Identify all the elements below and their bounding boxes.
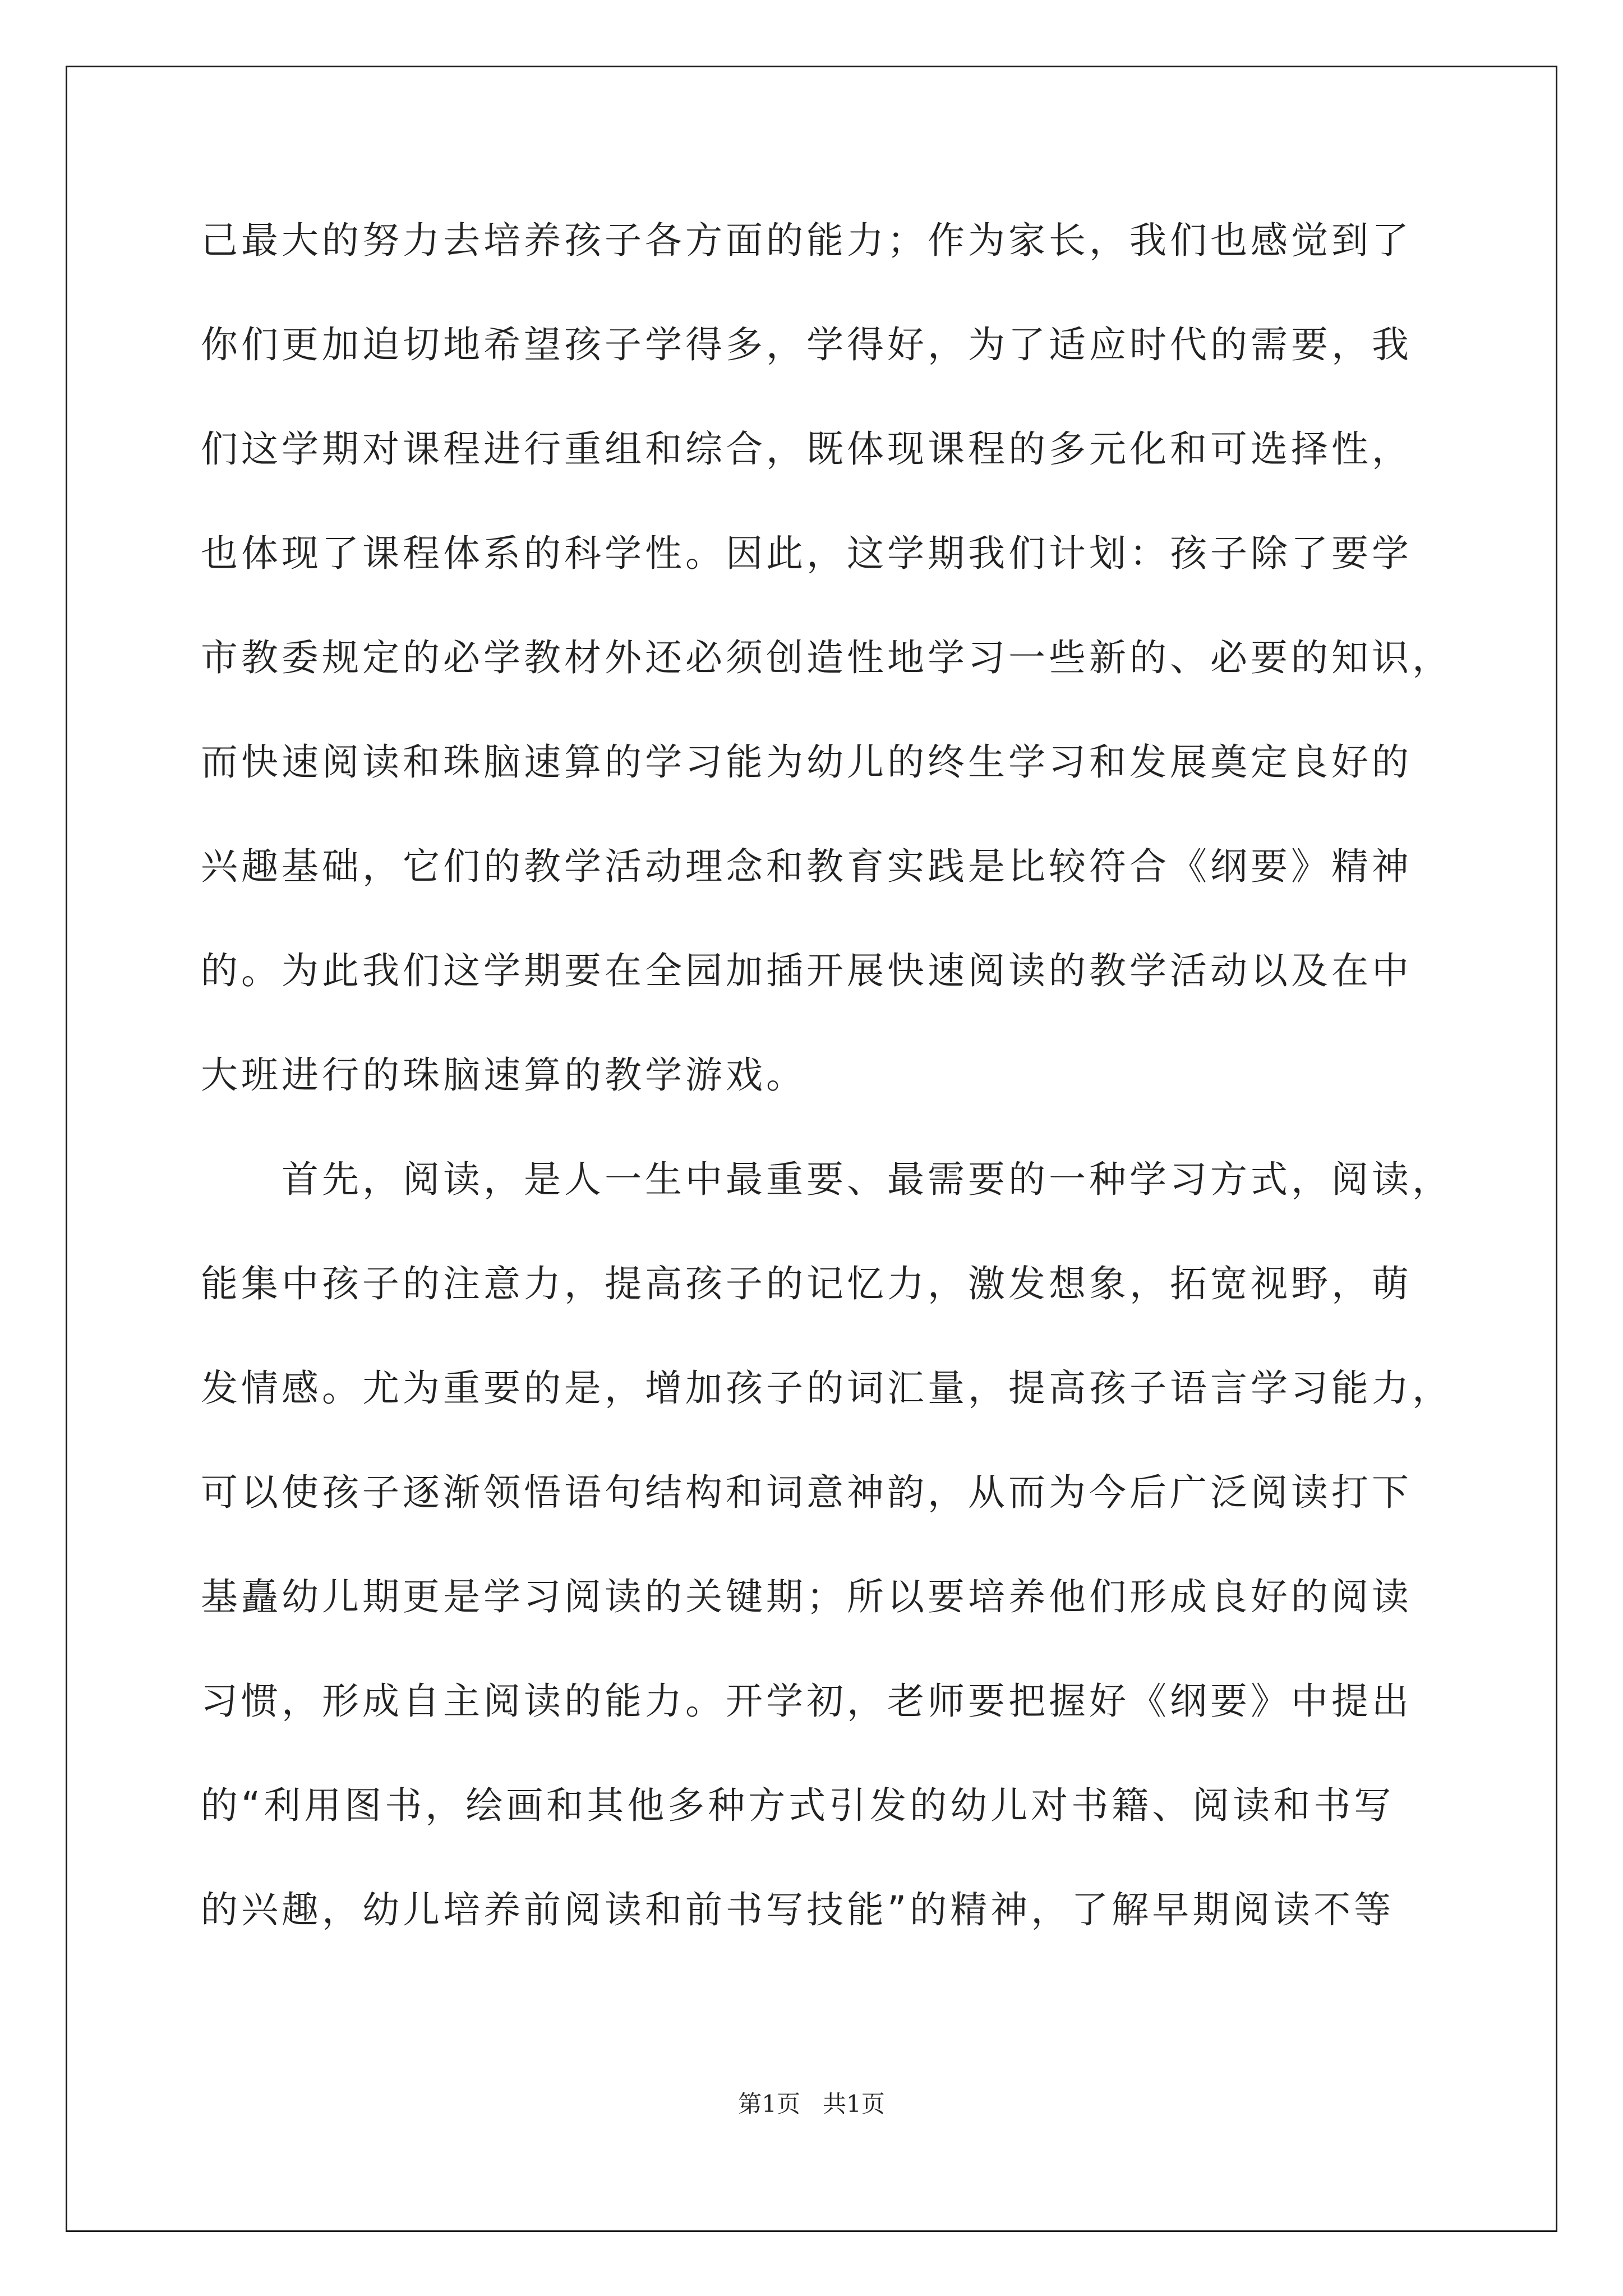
text-line: 大班进行的珠脑速算的教学游戏。 <box>201 1053 806 1097</box>
text-line: 们这学期对课程进行重组和综合，既体现课程的多元化和可选择性， <box>201 427 1412 471</box>
text-line: 可以使孩子逐渐领悟语句结构和词意神韵，从而为今后广泛阅读打下 <box>201 1471 1412 1514</box>
text-line: 也体现了课程体系的科学性。因此，这学期我们计划：孩子除了要学 <box>201 532 1412 575</box>
paragraph-start-line: 首先，阅读，是人一生中最重要、最需要的一种学习方式，阅读， <box>201 1158 1453 1201</box>
text-line: 市教委规定的必学教材外还必须创造性地学习一些新的、必要的知识， <box>201 636 1453 679</box>
document-body <box>201 215 1453 1989</box>
text-line: 而快速阅读和珠脑速算的学习能为幼儿的终生学习和发展奠定良好的 <box>201 740 1412 784</box>
text-line: 发情感。尤为重要的是，增加孩子的词汇量，提高孩子语言学习能力， <box>201 1366 1453 1410</box>
text-line: 兴趣基础，它们的教学活动理念和教育实践是比较符合《纲要》精神 <box>201 845 1412 888</box>
text-line: 的“利用图书，绘画和其他多种方式引发的幼儿对书籍、阅读和书写 <box>201 1784 1395 1827</box>
text-line: 的兴趣，幼儿培养前阅读和前书写技能”的精神，了解早期阅读不等 <box>201 1888 1395 1931</box>
text-line: 能集中孩子的注意力，提高孩子的记忆力，激发想象，拓宽视野，萌 <box>201 1262 1412 1305</box>
text-line: 己最大的努力去培养孩子各方面的能力；作为家长，我们也感觉到了 <box>201 219 1412 262</box>
text-line: 习惯，形成自主阅读的能力。开学初，老师要把握好《纲要》中提出 <box>201 1680 1412 1723</box>
page-total: 共1页 <box>823 2090 885 2118</box>
text-line: 基矗幼儿期更是学习阅读的关键期；所以要培养他们形成良好的阅读 <box>201 1575 1412 1618</box>
page-footer <box>0 2086 1623 2119</box>
text-line: 你们更加迫切地希望孩子学得多，学得好，为了适应时代的需要，我 <box>201 323 1412 366</box>
text-line: 的。为此我们这学期要在全园加插开展快速阅读的教学活动以及在中 <box>201 949 1412 992</box>
page-number: 第1页 <box>738 2090 800 2118</box>
